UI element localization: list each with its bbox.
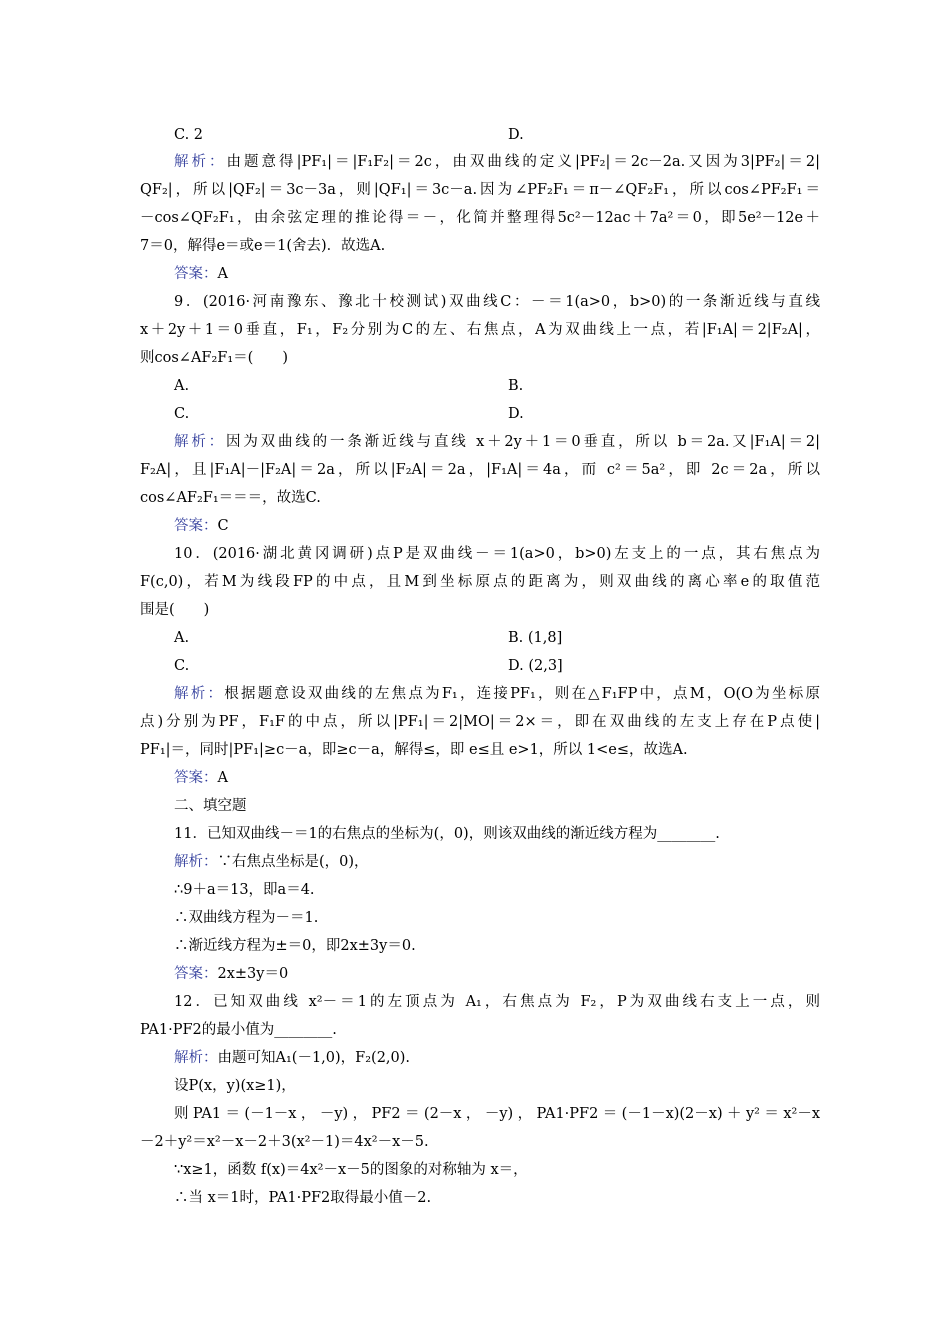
text-line (140, 208, 820, 228)
text-line (508, 376, 808, 396)
text-line (508, 125, 808, 145)
text-line (140, 460, 820, 480)
line-text: F₂A|，且|F₁A|－|F₂A|＝2a，所以|F₂A|＝2a，|F₁A|＝4a，而 c²＝5a²，即 2c＝2a，所以 (140, 462, 820, 478)
line-text: 9．(2016·河南豫东、豫北十校测试)双曲线C：－＝1(a>0，b>0)的一条渐近线与直线 (174, 294, 820, 310)
text-line (508, 628, 808, 648)
text-line (140, 180, 820, 200)
text-line (508, 656, 808, 676)
line-text: 7＝0，解得e＝或e＝1(舍去)．故选A. (140, 238, 386, 254)
text-line (174, 292, 820, 312)
text-line (140, 320, 820, 340)
line-text: 二、填空题 (174, 798, 247, 814)
text-line (174, 125, 474, 145)
line-text: D. (508, 127, 524, 143)
line-text: PA1·PF2的最小值为________. (140, 1022, 337, 1038)
line-text: 则PA1＝(－1－x，－y)，PF2＝(2－x，－y)，PA1·PF2＝(－1－x)(2－x)＋y²＝x²－x (174, 1106, 820, 1122)
text-line (174, 1160, 814, 1180)
text-line (140, 740, 820, 760)
line-text: 由题可知A₁(－1,0)，F₂(2,0). (217, 1050, 411, 1066)
label-text: 解析： (174, 854, 218, 870)
line-text: B. (508, 378, 524, 394)
line-text: 11．已知双曲线－＝1的右焦点的坐标为(，0)，则该双曲线的渐近线方程为________. (174, 826, 720, 842)
label-text: 解析： (174, 686, 225, 702)
text-line (174, 796, 814, 816)
text-line (140, 572, 820, 592)
text-line (174, 544, 820, 564)
line-text: 2x±3y＝0 (217, 966, 289, 982)
text-line (174, 432, 820, 452)
text-line (174, 1076, 814, 1096)
text-line (174, 1104, 820, 1124)
line-text: ∴双曲线方程为－＝1. (174, 910, 319, 926)
line-text: C (217, 518, 229, 534)
text-line (174, 936, 814, 956)
text-line (174, 628, 474, 648)
line-text: ∴9＋a＝13，即a＝4. (174, 882, 315, 898)
text-line (174, 1188, 814, 1208)
text-line (174, 852, 814, 872)
text-line (174, 964, 814, 984)
line-text: 则cos∠AF₂F₁＝( ) (140, 350, 288, 366)
line-text: QF₂|，所以|QF₂|＝3c－3a，则|QF₁|＝3c－a.因为∠PF₂F₁＝π－∠QF₂F₁，所以cos∠PF₂F₁＝ (140, 182, 820, 198)
label-text: 答案： (174, 518, 218, 534)
line-text: 10．(2016·湖北黄冈调研)点P是双曲线－＝1(a>0，b>0)左支上的一点，其右焦点为 (174, 546, 820, 562)
text-line (140, 1132, 820, 1152)
line-text: 围是( ) (140, 602, 210, 618)
text-line (174, 516, 814, 536)
text-line (140, 1020, 820, 1040)
line-text: 因为双曲线的一条渐近线与直线 x＋2y＋1＝0垂直，所以 b＝2a.又|F₁A|＝2| (226, 434, 821, 450)
line-text: 由题意得|PF₁|＝|F₁F₂|＝2c，由双曲线的定义|PF₂|＝2c－2a.又因为3|PF₂|＝2| (226, 154, 820, 170)
text-line (174, 768, 814, 788)
line-text: －cos∠QF₂F₁，由余弦定理的推论得＝－，化简并整理得5c²－12ac＋7a²＝0，即5e²－12e＋ (140, 210, 820, 226)
line-text: F(c,0)，若M为线段FP的中点，且M到坐标原点的距离为，则双曲线的离心率e的取值范 (140, 574, 820, 590)
line-text: C. 2 (174, 127, 204, 143)
line-text: ∵右焦点坐标是(，0)， (217, 854, 369, 870)
text-line (174, 880, 814, 900)
text-line (174, 908, 814, 928)
text-line (174, 992, 820, 1012)
text-line (174, 376, 474, 396)
line-text: 12．已知双曲线 x²－＝1的左顶点为 A₁，右焦点为 F₂，P为双曲线右支上一点，则 (174, 994, 820, 1010)
text-line (140, 236, 820, 256)
line-text: x＋2y＋1＝0垂直，F₁，F₂分别为C的左、右焦点，A为双曲线上一点，若|F₁A|＝2|F₂A|， (140, 322, 820, 338)
label-text: 答案： (174, 966, 218, 982)
line-text: D. (2,3] (508, 658, 563, 674)
line-text: cos∠AF₂F₁＝＝＝，故选C. (140, 490, 321, 506)
text-line (140, 488, 820, 508)
text-line (174, 404, 474, 424)
line-text: 设P(x，y)(x≥1)， (174, 1078, 296, 1094)
line-text: －2＋y²＝x²－x－2＋3(x²－1)＝4x²－x－5. (140, 1134, 429, 1150)
text-line (174, 152, 820, 172)
text-line (174, 824, 814, 844)
label-text: 解析： (174, 434, 226, 450)
line-text: C. (174, 658, 190, 674)
line-text: B. (1,8] (508, 630, 563, 646)
line-text: ∵x≥1，函数 f(x)＝4x²－x－5的图象的对称轴为 x＝， (174, 1162, 528, 1178)
line-text: 点)分别为PF，F₁F的中点，所以|PF₁|＝2|MO|＝2×＝，即在双曲线的左支上存在P点使| (140, 714, 820, 730)
text-line (174, 656, 474, 676)
text-line (140, 348, 820, 368)
line-text: A (217, 266, 228, 282)
label-text: 答案： (174, 266, 218, 282)
label-text: 解析： (174, 1050, 218, 1066)
text-line (174, 1048, 814, 1068)
line-text: C. (174, 406, 190, 422)
text-line (508, 404, 808, 424)
line-text: PF₁|＝，同时|PF₁|≥c－a，即≥c－a，解得≤，即 e≤且 e>1，所以 1<e≤，故选A. (140, 742, 688, 758)
text-line (140, 712, 820, 732)
text-line (140, 600, 820, 620)
line-text: ∴渐近线方程为±＝0，即2x±3y＝0. (174, 938, 416, 954)
label-text: 解析： (174, 154, 227, 170)
line-text: A. (174, 378, 190, 394)
line-text: ∴当 x＝1时，PA1·PF2取得最小值－2. (174, 1190, 432, 1206)
line-text: A. (174, 630, 190, 646)
line-text: A (217, 770, 228, 786)
line-text: 根据题意设双曲线的左焦点为F₁，连接PF₁，则在△F₁FP中，点M，O(O为坐标原 (224, 686, 820, 702)
label-text: 答案： (174, 770, 218, 786)
line-text: D. (508, 406, 524, 422)
text-line (174, 684, 820, 704)
text-line (174, 264, 814, 284)
